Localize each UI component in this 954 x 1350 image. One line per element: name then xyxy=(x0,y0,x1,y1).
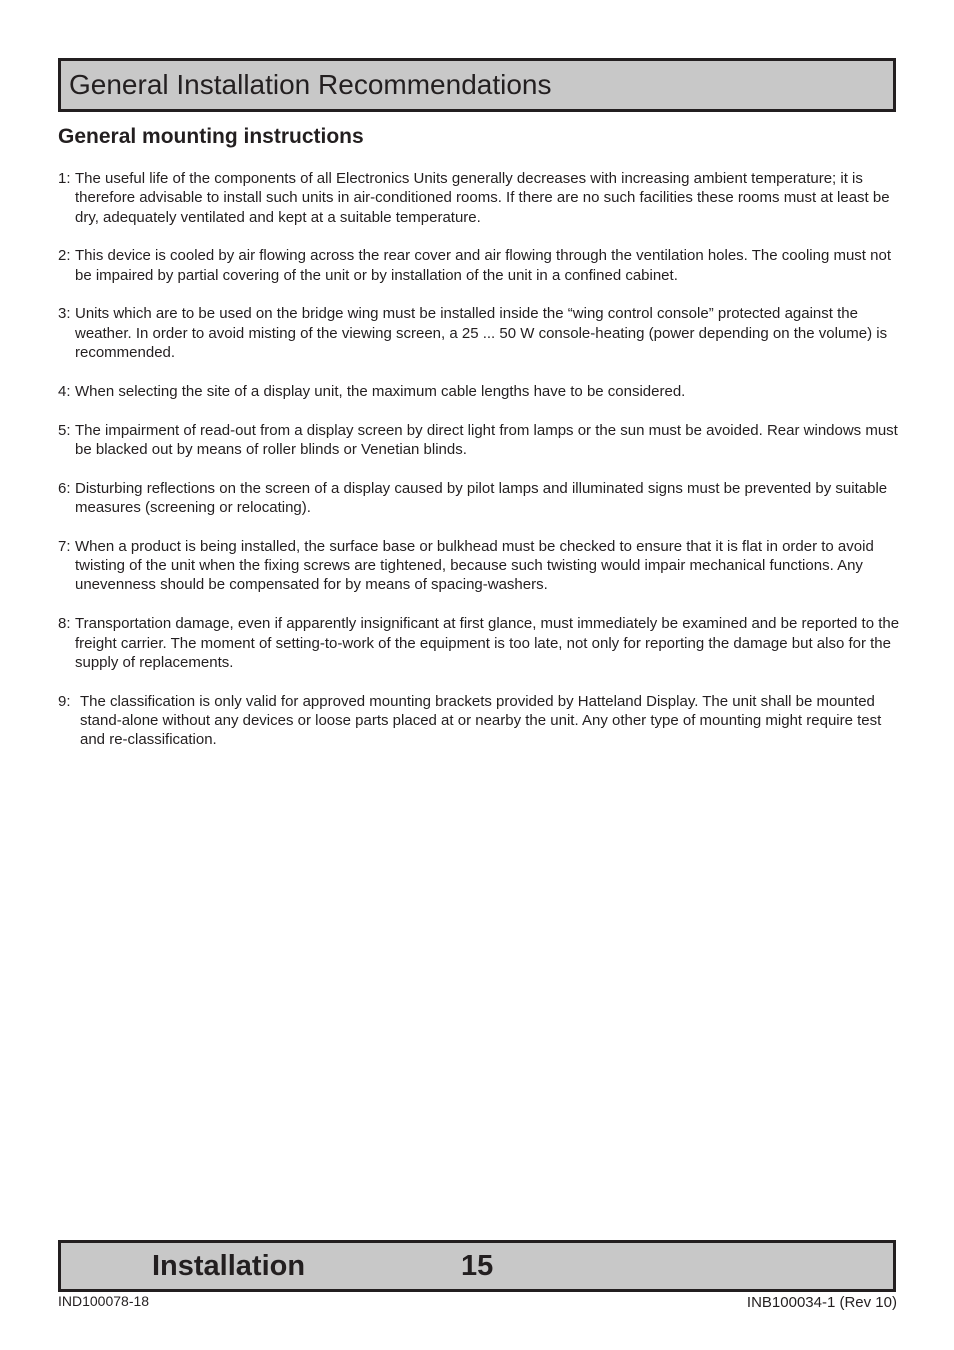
instruction-item xyxy=(58,479,900,518)
footer-section-label: Installation xyxy=(152,1250,306,1282)
instruction-text: The impairment of read-out from a display screen by direct light from lamps or the sun must be avoided. Rear windows must be blacked out by means of roller blinds or Venetian blinds. xyxy=(75,421,898,458)
instruction-item xyxy=(58,382,900,401)
instruction-text: Disturbing reflections on the screen of a display caused by pilot lamps and illuminated signs must be prevented by suitable measures (screening or relocating). xyxy=(75,479,888,517)
section-heading: General mounting instructions xyxy=(58,125,364,148)
instruction-item xyxy=(58,246,900,285)
instruction-item xyxy=(58,614,900,672)
footer-bar xyxy=(58,1240,896,1292)
instruction-item xyxy=(58,537,900,595)
instruction-number: 7: xyxy=(58,537,71,555)
instruction-item xyxy=(58,169,900,227)
instruction-text: Units which are to be used on the bridge wing must be installed inside the “wing control console” protected against the weather. In order to avoid misting of the viewing screen, a 25 ... 50 W console-heating (power depending on the volume) is recommended. xyxy=(75,305,888,362)
page-title: General Installation Recommendations xyxy=(69,69,552,100)
document-code-left: IND100078-18 xyxy=(58,1293,150,1309)
instruction-number: 4: xyxy=(58,382,71,400)
instruction-text: When a product is being installed, the surface base or bulkhead must be checked to ensure that it is flat in order to avoid twisting of the unit when the fixing screws are tightened, because such twisting would impair mechanical functions. Any unevenness should be compensated for by means of spacing-washers. xyxy=(75,537,874,594)
instruction-text: The classification is only valid for approved mounting brackets provided by Hatteland Display. The unit shall be mounted stand-alone without any devices or loose parts placed at or nearby the unit. Any other type of mounting might require test and re-classification. xyxy=(80,692,882,749)
instruction-number: 1: xyxy=(58,170,71,187)
instruction-text: This device is cooled by air flowing across the rear cover and air flowing through the ventilation holes. The cooling must not be impaired by partial covering of the unit or by installation of the unit in a confined cabinet. xyxy=(75,247,891,284)
instruction-item xyxy=(58,692,900,750)
instruction-item xyxy=(58,304,900,362)
instruction-list xyxy=(58,169,900,769)
instruction-number: 8: xyxy=(58,615,71,633)
page-number: 15 xyxy=(461,1250,494,1282)
instruction-number: 5: xyxy=(58,421,71,439)
instruction-text: When selecting the site of a display unit, the maximum cable lengths have to be considered. xyxy=(75,382,686,400)
instruction-number: 9: xyxy=(58,692,71,710)
instruction-number: 3: xyxy=(58,305,71,323)
header-bar xyxy=(58,58,896,112)
document-code-right: INB100034-1 (Rev 10) xyxy=(746,1294,897,1311)
instruction-text: Transportation damage, even if apparently insignificant at first glance, must immediately be examined and be reported to the freight carrier. The moment of setting-to-work of the equipment is too late, not only for reporting the damage but also for the supply of replacements. xyxy=(75,615,900,671)
instruction-number: 6: xyxy=(58,479,71,497)
instruction-text: The useful life of the components of all Electronics Units generally decreases with increasing ambient temperature; it is therefore advisable to install such units in air-conditioned rooms. If there are no such facilities these rooms must at least be dry, adequately ventilated and kept at a suitable temperature. xyxy=(75,170,890,226)
instruction-item xyxy=(58,421,900,460)
instruction-number: 2: xyxy=(58,247,71,265)
